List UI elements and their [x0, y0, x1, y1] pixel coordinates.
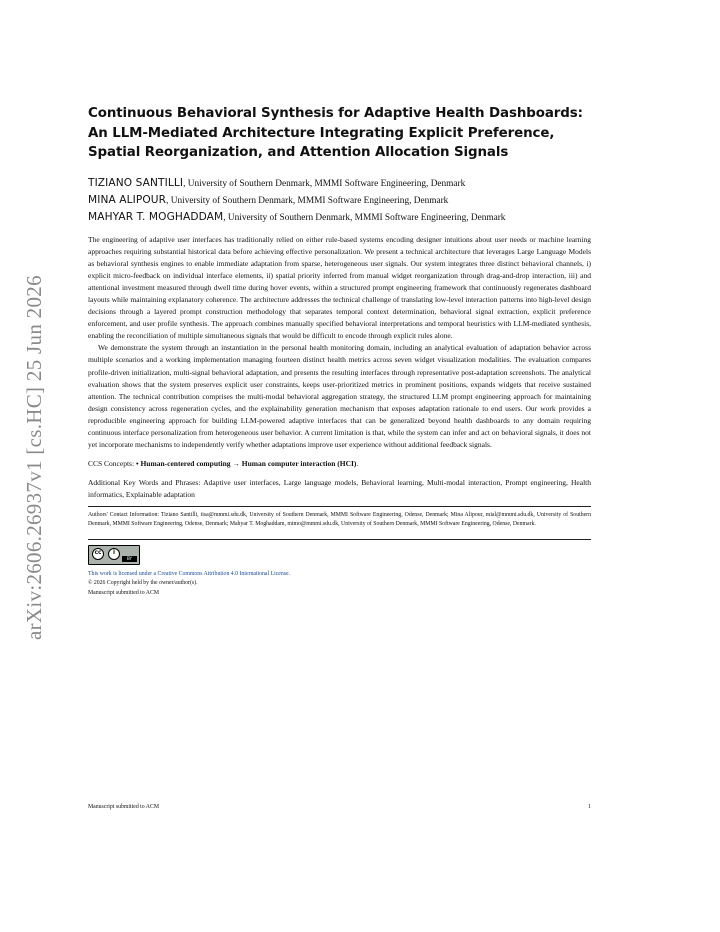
license-block: [88, 570, 591, 599]
author-entry: [88, 209, 591, 226]
author-name: TIZIANO SANTILLI: [88, 176, 184, 189]
abstract-paragraph: We demonstrate the system through an instantiation in the personal health monitoring domain, including an analytical evaluation of adaptation behavior across multiple scenarios and a working implementation managing fourteen distinct health metrics across seven widget visualization modalities. The evaluation compares profile-driven initialization, multi-signal behavioral adaptation, and presents the resulting interfaces through representative post-adaptation screenshots. The analytical evaluation shows that the system preserves explicit user constraints, keeps user-prioritized metrics in prominent positions, expands widgets that receive sustained attention. The technical contribution comprises the multi-modal behavioral aggregation strategy, the structured LLM prompt engineering approach for maintaining design consistency across regeneration cycles, and the explainability generation mechanism that exposes adaptation rationale to end users. Our work provides a reproducible engineering approach for building LLM-powered adaptive interfaces that can be generalized beyond health dashboards to any domain requiring continuous interface personalization from heterogeneous user behavior. A current limitation is that, while the system can infer and act on behavioral signals, it does not yet incorporate mechanisms to independently verify whether adaptations improve user experience without additional feedback signals.: [88, 343, 591, 450]
attribution-person-icon: i: [108, 548, 120, 560]
author-affiliation: , University of Southern Denmark, MMMI Software Engineering, Denmark: [223, 212, 506, 223]
cc-symbol-icon: cc: [92, 548, 104, 560]
license-link[interactable]: This work is licensed under a Creative Commons Attribution 4.0 International License.: [88, 570, 291, 577]
footer-journal: Manuscript submitted to ACM: [88, 804, 160, 810]
author-name: MINA ALIPOUR: [88, 193, 167, 206]
author-contact-info: Authors' Contact Information: Tiziano Santilli, tisa@mmmi.sdu.dk, University of Southern Denmark, MMMI Software Engineering, Odense, Denmark; Mina Alipour, mial@mmmi.sdu.dk, University of Southern Denmark, MMMI Software Engineering, Odense, Denmark; Mahyar T. Moghaddam, mtmo@mmmi.sdu.dk, University of Southern Denmark, MMMI Software Engineering, Odense, Denmark.: [88, 512, 591, 528]
author-affiliation: , University of Southern Denmark, MMMI Software Engineering, Denmark: [183, 178, 466, 189]
author-entry: [88, 192, 591, 209]
copyright-notice: © 2026 Copyright held by the owner/author(s).: [88, 580, 198, 587]
page-footer: [88, 803, 591, 812]
keywords-text: Adaptive user interfaces, Large language models, Behavioral learning, Multi-modal interaction, Prompt engineering, Health informatics, Explainable adaptation: [88, 478, 591, 499]
page-number: 1: [588, 804, 591, 810]
keywords-label: Additional Key Words and Phrases:: [88, 478, 204, 488]
paper-content: [88, 104, 591, 598]
by-label: BY: [122, 556, 137, 562]
ccs-bullet: •: [135, 459, 141, 469]
abstract: [88, 234, 591, 452]
abstract-paragraph: The engineering of adaptive user interfaces has traditionally relied on either rule-based systems encoding designer intuitions about user needs or machine learning approaches requiring substantial historical data before achieving effective personalization. We present a technical architecture that leverages Large Language Models as behavioral synthesis engines to enable immediate adaptation from sparse, heterogeneous user signals. Our system integrates three distinct behavioral channels, i) explicit micro-feedback on individual interface elements, ii) spatial priority inferred from manual widget reorganization through drag-and-drop interaction, iii) and attentional investment measured through dwell time during hover events, within a structured prompt engineering framework that continuously regenerates dashboard layouts while maintaining explanatory coherence. The architecture addresses the technical challenge of translating low-level interaction patterns into high-level design decisions through a layered prompt construction methodology that separates temporal context determination, behavioral signal extraction, explicit preference enforcement, and user profile synthesis. The approach combines manually specified behavioral interpretations and temporal heuristics with LLM-mediated synthesis, enabling the reconciliation of multiple simultaneous signals that would be difficult to encode through explicit rules alone.: [88, 234, 591, 341]
creative-commons-icon[interactable]: [88, 545, 140, 565]
keywords: [88, 477, 591, 500]
submission-note: Manuscript submitted to ACM: [88, 589, 160, 596]
author-entry: [88, 175, 591, 192]
ccs-end: .: [356, 459, 359, 469]
author-name: MAHYAR T. MOGHADDAM: [88, 210, 224, 223]
ccs-concepts: [88, 458, 591, 469]
arxiv-stamp: arXiv:2606.26937v1 [cs.HC] 25 Jun 2026: [22, 275, 46, 640]
ccs-concept: Human-centered computing → Human computer interaction (HCI): [140, 459, 357, 469]
paper-title: Continuous Behavioral Synthesis for Adaptive Health Dashboards: An LLM-Mediated Architecture Integrating Explicit Preference, Spatial Reorganization, and Attention Allocation Signals: [88, 106, 583, 160]
author-affiliation: , University of Southern Denmark, MMMI Software Engineering, Denmark: [166, 195, 449, 206]
ccs-label: CCS Concepts:: [88, 459, 136, 469]
author-list: [88, 175, 591, 226]
divider: [88, 506, 591, 507]
divider: [88, 539, 591, 540]
